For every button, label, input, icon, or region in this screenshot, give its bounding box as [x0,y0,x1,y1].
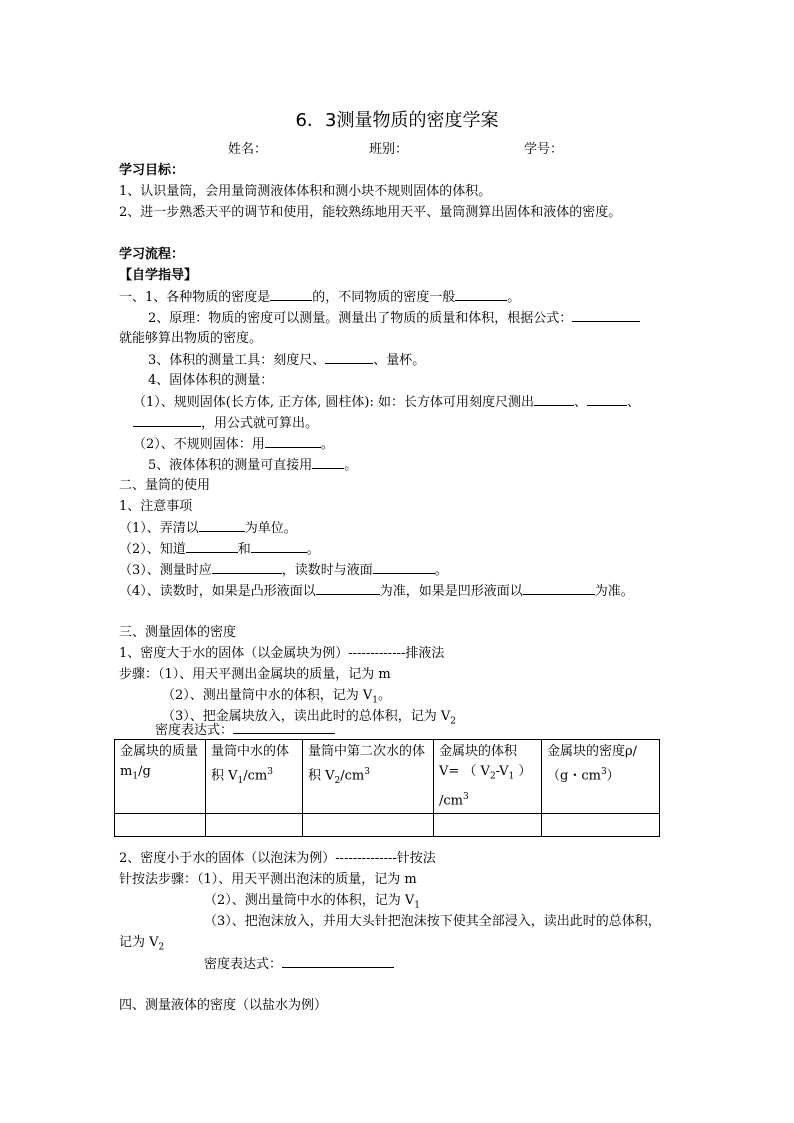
answer-blank[interactable] [316,580,380,595]
solid-step-2: （2）、测出量筒中水的体积，记为 $V_1$。 [162,688,392,706]
table-row [115,813,660,836]
answer-blank[interactable] [312,454,344,469]
table-cell[interactable] [434,813,542,836]
goals-heading: 学习目标： [119,163,185,178]
answer-blank[interactable] [455,286,507,301]
question-2: 2、原理：物质的密度可以测量。测量出了物质的质量和体积，根据公式： [148,307,640,329]
foam-step-2: （2）、测出量筒中水的体积，记为 $V_1$ [204,893,421,911]
table-cell[interactable] [303,813,434,836]
answer-blank[interactable] [534,391,574,406]
solid-method-1: 1、密度大于水的固体（以金属块为例）-------------排液法 [119,646,445,661]
solid-method-2: 2、密度小于水的固体（以泡沫为例）--------------针按法 [119,851,436,866]
cylinder-note-2: （2）、知道 和 。 [119,538,320,560]
answer-blank[interactable] [133,412,201,427]
expression-blank[interactable] [282,953,394,968]
goal-item-2: 2、进一步熟悉天平的调节和使用，能较熟练地用天平、量筒测算出固体和液体的密度。 [119,205,622,220]
solid-heading: 三、测量固体的密度 [119,625,237,640]
cylinder-note-3: （3）、测量时应 ，读数时与液面 。 [119,559,448,581]
liquid-heading: 四、测量液体的密度（以盐水为例） [119,998,328,1013]
class-label: 班别： [369,142,409,157]
cylinder-note-1: （1）、弄清以 为单位。 [119,517,297,539]
answer-blank[interactable] [251,538,307,553]
answer-blank[interactable] [212,559,282,574]
solid-step-1: 步骤：（1）、用天平测出金属块的质量，记为 m [119,667,391,682]
cylinder-note-4: （4）、读数时，如果是凸形液面以 为准，如果是凹形液面以 为准。 [119,580,634,602]
question-2-cont: 就能够算出物质的密度。 [119,331,263,346]
table-header-cell: 金属块的密度ρ/（g・$cm^3$） [542,740,660,814]
solid-density-expression: 密度表达式： [155,719,335,741]
table-header-row [115,740,660,814]
question-4-1-cont: ，用公式就可算出。 [133,412,318,434]
self-study-heading: 【自学指导】 [119,268,198,283]
solid-step-3: （3）、把金属块放入，读出此时的总体积，记为 $V_2$ [162,709,457,727]
answer-blank[interactable] [270,286,312,301]
table-cell[interactable] [206,813,303,836]
cylinder-heading: 二、量筒的使用 [119,478,211,493]
name-label: 姓名： [228,142,268,157]
question-3: 3、体积的测量工具：刻度尺、 、量杯。 [148,349,425,371]
table-cell[interactable] [542,813,660,836]
table-cell[interactable] [115,813,206,836]
answer-blank[interactable] [373,559,435,574]
formula-blank[interactable] [572,307,640,322]
answer-blank[interactable] [186,538,238,553]
student-id-label: 学号： [524,142,564,157]
foam-density-expression: 密度表达式： [204,953,394,975]
question-4: 4、固体体积的测量： [148,373,274,388]
foam-step-1: 针按法步骤：（1）、用天平测出泡沫的质量，记为 m [119,872,417,887]
process-heading: 学习流程： [119,247,185,262]
expression-blank[interactable] [233,719,335,734]
goal-item-1: 1、认识量筒，会用量筒测液体体积和测小块不规则固体的体积。 [119,184,492,199]
question-5: 5、液体体积的测量可直接用 。 [148,454,357,476]
foam-step-3-cont: 记为 $V_2$ [119,935,165,953]
metal-density-table [114,739,660,837]
cylinder-subheading: 1、注意事项 [119,499,193,514]
answer-blank[interactable] [523,580,595,595]
foam-step-3: （3）、把泡沫放入，并用大头针把泡沫按下使其全部浸入，读出此时的总体积， [204,914,661,929]
page-title: 6．3测量物质的密度学案 [295,110,499,131]
table-header-cell: 金属块的质量 $m_1/g$ [115,740,206,814]
table-header-cell: 量筒中第二次水的体积 $V_2/cm^3$ [303,740,434,814]
question-1: 一、1、各种物质的密度是 的，不同物质的密度一般 。 [119,286,520,308]
table-header-cell: 金属块的体积 V= （ $V_2-V_1$ ） $/cm^3$ [434,740,542,814]
answer-blank[interactable] [265,433,321,448]
answer-blank[interactable] [199,517,245,532]
question-4-2: （2）、不规则固体：用 。 [133,433,334,455]
question-4-1: （1）、规则固体(长方体, 正方体, 圆柱体): 如：长方体可用刻度尺测出 、 、 [133,391,640,413]
answer-blank[interactable] [587,391,627,406]
table-header-cell: 量筒中水的体积 $V_1/cm^3$ [206,740,303,814]
answer-blank[interactable] [325,349,373,364]
